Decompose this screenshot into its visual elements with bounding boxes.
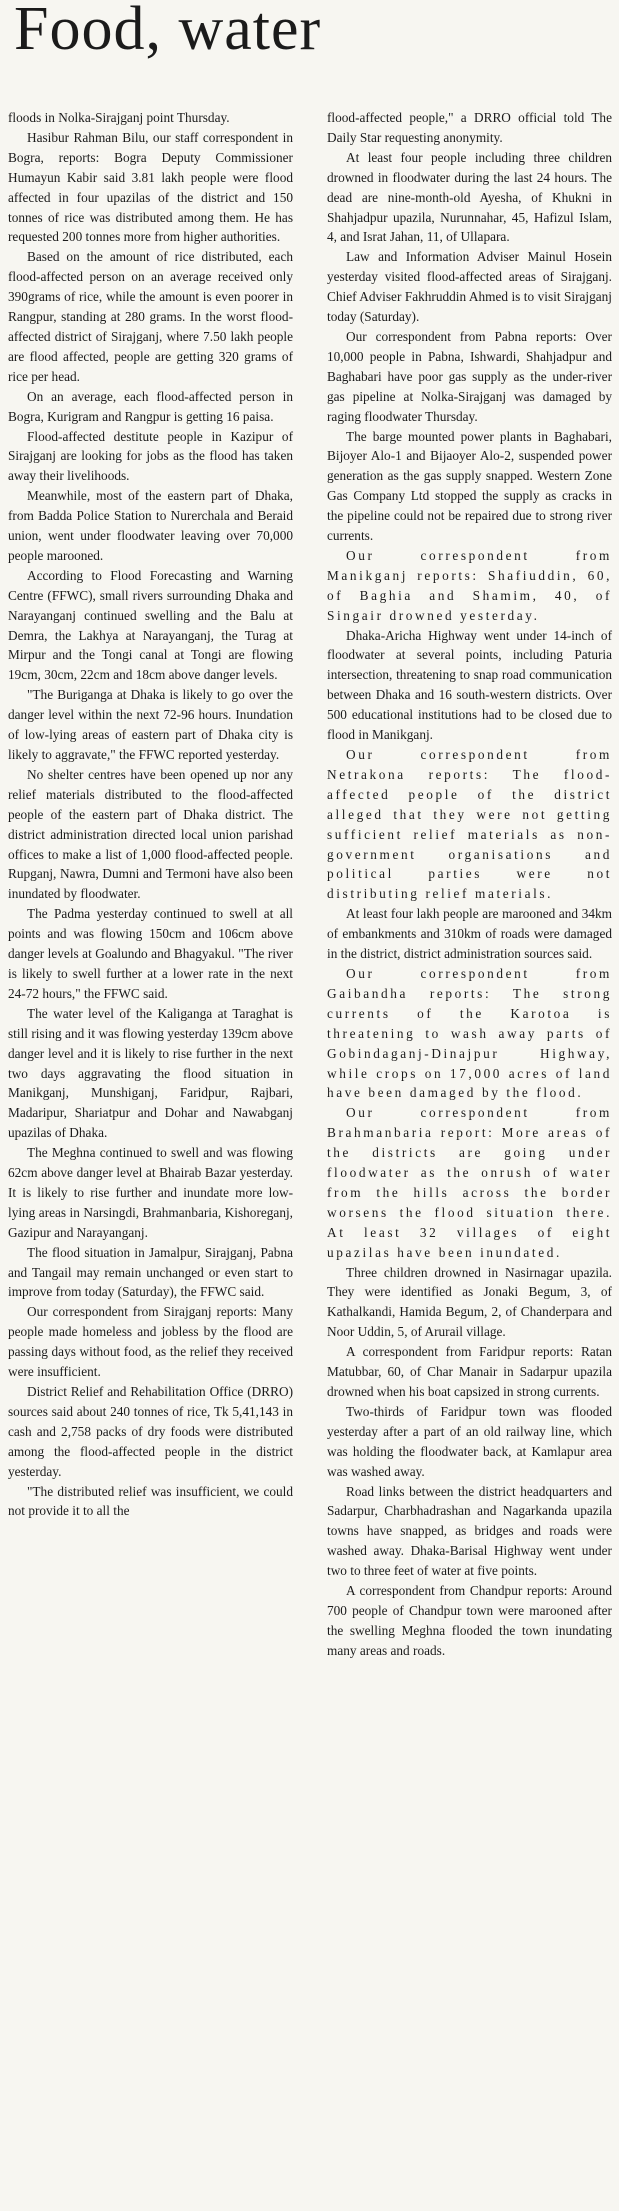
paragraph: flood-affected people," a DRRO official told The Daily Star requesting anonymity.	[327, 110, 612, 145]
paragraph: Dhaka-Aricha Highway went under 14-inch of floodwater at several points, including Paturia intersection, threatening to snap road communication between Dhaka and 16 south-western districts. Over 500 educational institutions had to be closed due to flood in Manikganj.	[327, 627, 612, 743]
paragraph: District Relief and Rehabilitation Office (DRRO) sources said about 240 tonnes of rice, Tk 5,41,143 in cash and 2,758 packs of dry foods were distributed among the flood-affected people in the district yesterday.	[8, 1384, 293, 1479]
paragraph: Three children drowned in Nasirnagar upazila. They were identified as Jonaki Begum, 3, of Kathalkandi, Hamida Begum, 2, of Chanderpara and Noor Uddin, 5, of Arurail village.	[327, 1264, 612, 1340]
paragraph: Meanwhile, most of the eastern part of Dhaka, from Badda Police Station to Nurerchala and Beraid union, went under floodwater leaving over 70,000 people marooned.	[8, 488, 293, 563]
article-column-left	[8, 108, 293, 1521]
paragraph: No shelter centres have been opened up nor any relief materials distributed to the flood-affected people of the eastern part of Dhaka district. The district administration directed local union parishad offices to make a list of 1,000 flood-affected people. Rupganj, Nawra, Dumni and Termoni have also been inundated by floodwater.	[8, 766, 293, 902]
paragraph: The barge mounted power plants in Baghabari, Bijoyer Alo-1 and Bijaoyer Alo-2, suspended power generation as the gas supply snapped. Western Zone Gas Company Ltd stopped the supply as cracks in the pipeline could not be repaired due to strong river currents.	[327, 428, 612, 544]
paragraph: At least four people including three children drowned in floodwater during the last 24 hours. The dead are nine-month-old Ayesha, of Khukni in Shahjadpur upazila, Nurunnahar, 45, Hafizul Islam, 4, and Israt Jahan, 11, of Ullapara.	[327, 149, 612, 245]
paragraph: Hasibur Rahman Bilu, our staff correspondent in Bogra, reports: Bogra Deputy Commissioner Humayun Kabir said 3.81 lakh people were flood affected in four upazilas of the district and 150 tonnes of rice was distributed among them. He has requested 200 tonnes more from higher authorities.	[8, 129, 293, 245]
paragraph: The Meghna continued to swell and was flowing 62cm above danger level at Bhairab Bazar yesterday. It is likely to rise further and inundate more low-lying areas in Narsingdi, Brahmanbaria, Kishoreganj, Gazipur and Narayanganj.	[8, 1145, 293, 1240]
paragraph: The water level of the Kaliganga at Taraghat is still rising and it was flowing yesterday 139cm above danger level and it is likely to rise further in the next two days aggravating the flood situation in Manikganj, Munshiganj, Faridpur, Rajbari, Madaripur, Shariatpur and Dohar and Nawabganj upazilas of Dhaka.	[8, 1005, 293, 1141]
paragraph: Road links between the district headquarters and Sadarpur, Charbhadrashan and Nagarkanda upazila towns have snapped, as bridges and roads were washed away. Dhaka-Barisal Highway went under two to three feet of water at five points.	[327, 1483, 612, 1579]
paragraph: Law and Information Adviser Mainul Hosein yesterday visited flood-affected areas of Sirajganj. Chief Adviser Fakhruddin Ahmed is to visit Sirajganj today (Saturday).	[327, 249, 612, 325]
paragraph: Our correspondent from Gaibandha reports: The strong currents of the Karotoa is threatening to wash away parts of Gobindaganj-Dinajpur Highway, while crops on 17,000 acres of land have been damaged by the flood.	[327, 965, 612, 1101]
article-column-right	[327, 108, 612, 1661]
paragraph: On an average, each flood-affected person in Bogra, Kurigram and Rangpur is getting 16 paisa.	[8, 388, 293, 424]
headline: Food, water	[14, 0, 322, 63]
paragraph: Our correspondent from Brahmanbaria report: More areas of the districts are going under floodwater as the onrush of water from the hills across the border worsens the flood situation there. At least 32 villages of eight upazilas have been inundated.	[327, 1105, 612, 1260]
paragraph: The Padma yesterday continued to swell at all points and was flowing 150cm and 106cm above danger levels at Goalundo and Bhagyakul. "The river is likely to swell further at a lower rate in the next 24-72 hours," the FFWC said.	[8, 906, 293, 1001]
paragraph: "The distributed relief was insufficient, we could not provide it to all the	[8, 1483, 293, 1519]
paragraph: Based on the amount of rice distributed, each flood-affected person on an average received only 390grams of rice, while the amount is even poorer in Rangpur, standing at 280 grams. In the worst flood-affected district of Sirajganj, where 7.50 lakh people are flood affected, people are getting 320 grams of rice per head.	[8, 249, 293, 384]
paragraph: Two-thirds of Faridpur town was flooded yesterday after a part of an old railway line, which was holding the floodwater back, at Kamlapur area was washed away.	[327, 1403, 612, 1479]
paragraph: A correspondent from Chandpur reports: Around 700 people of Chandpur town were marooned after the swelling Meghna flooded the town inundating many areas and roads.	[327, 1583, 612, 1658]
paragraph: Our correspondent from Netrakona reports: The flood-affected people of the district alleged that they were not getting sufficient relief materials as non-government organisations and political parties were not distributing relief materials.	[327, 747, 612, 902]
paragraph: The flood situation in Jamalpur, Sirajganj, Pabna and Tangail may remain unchanged or even start to improve from today (Saturday), the FFWC said.	[8, 1244, 293, 1300]
paragraph: A correspondent from Faridpur reports: Ratan Matubbar, 60, of Char Manair in Sadarpur upazila drowned when his boat capsized in strong currents.	[327, 1344, 612, 1399]
paragraph: Flood-affected destitute people in Kazipur of Sirajganj are looking for jobs as the flood has taken away their livelihoods.	[8, 428, 293, 484]
paragraph: Our correspondent from Pabna reports: Over 10,000 people in Pabna, Ishwardi, Shahjadpur and Baghabari have poor gas supply as the under-river gas pipeline at Nolka-Sirajganj was damaged by raging floodwater Thursday.	[327, 328, 612, 424]
paragraph: Our correspondent from Sirajganj reports: Many people made homeless and jobless by the flood are passing days without food, as the relief they received were insufficient.	[8, 1304, 293, 1380]
paragraph: floods in Nolka-Sirajganj point Thursday.	[8, 110, 230, 125]
paragraph: Our correspondent from Manikganj reports: Shafiuddin, 60, of Baghia and Shamim, 40, of Singair drowned yesterday.	[327, 547, 612, 623]
paragraph: "The Buriganga at Dhaka is likely to go over the danger level within the next 72-96 hours. Inundation of low-lying areas of eastern part of Dhaka city is likely to aggravate," the FFWC reported yesterday.	[8, 687, 293, 762]
paragraph: At least four lakh people are marooned and 34km of embankments and 310km of roads were damaged in the district, district administration sources said.	[327, 906, 612, 962]
paragraph: According to Flood Forecasting and Warning Centre (FFWC), small rivers surrounding Dhaka and Narayanganj continued swelling and the Balu at Demra, the Lakhya at Narayanganj, the Turag at Mirpur and the Tongi canal at Tongi are flowing 19cm, 30cm, 22cm and 18cm above danger levels.	[8, 567, 293, 683]
